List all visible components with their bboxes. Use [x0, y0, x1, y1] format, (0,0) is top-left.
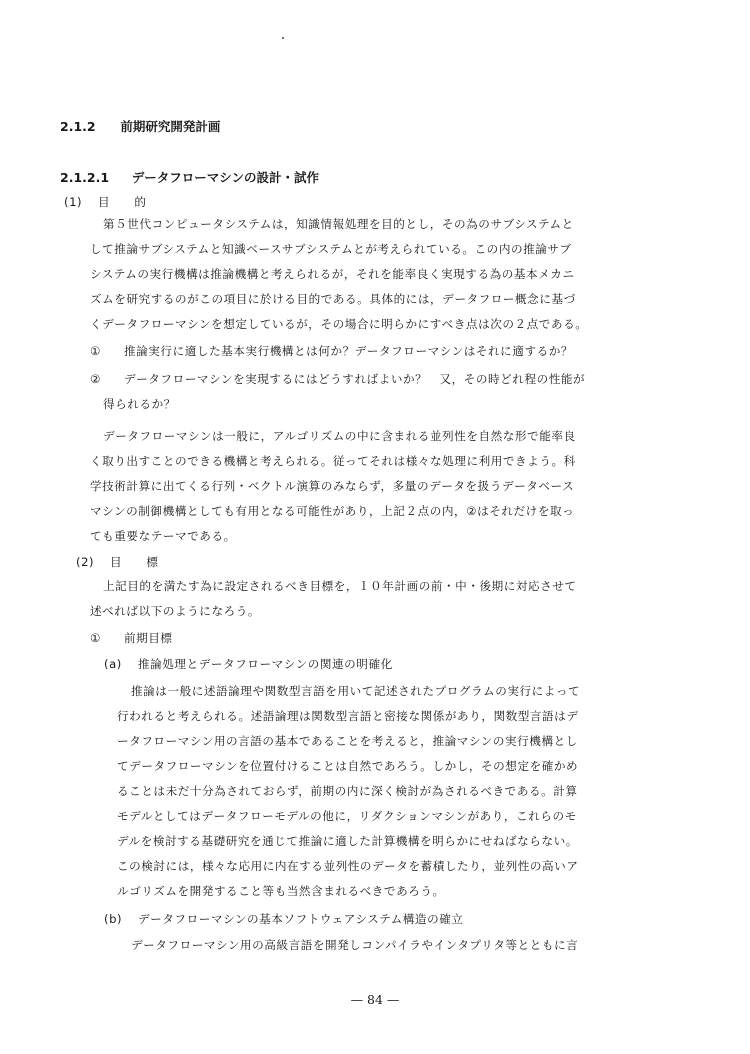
text-line: マシンの制御機構としても有用となる可能性があり，上記２点の内，②はそれだけを取っ	[90, 504, 575, 518]
subsection-title: 目 的	[98, 195, 147, 209]
text-line: 第５世代コンピュータシステムは，知識情報処理を目的とし，その為のサブシステムと	[103, 217, 574, 231]
section-number: 2.1.2	[60, 119, 96, 134]
goal-marker: ①	[90, 631, 101, 645]
text-line: く取り出すことのできる機構と考えられる。従ってそれは様々な処理に利用できよう。科	[90, 454, 576, 468]
subsection-title: 目 標	[110, 555, 159, 569]
goal-marker: (a)	[104, 657, 122, 671]
list-marker: ②	[90, 372, 101, 386]
section-number: 2.1.2.1	[60, 170, 110, 185]
text-line: ータフローマシン用の言語の基本であることを考えると，推論マシンの実行機構とし	[117, 734, 578, 748]
text-line: てデータフローマシンを位置付けることは自然であろう。しかし，その想定を確かめ	[117, 759, 579, 773]
list-item-2-continuation: 得られるか？	[103, 397, 176, 411]
subsection-heading-goals	[76, 554, 159, 570]
text-line: くデータフローマシンを想定しているが，その場合に明らかにすべき点は次の２点である。	[90, 317, 588, 331]
text-line: して推論サブシステムと知識ベースサブシステムとが考えられている。この内の推論サブ	[90, 242, 572, 256]
goal-title: データフローマシンの基本ソフトウェアシステム構造の確立	[138, 912, 464, 926]
text-line: この検討には，様々な応用に内在する並列性のデータを蓄積したり，並列性の高いア	[117, 859, 579, 873]
text-line: 推論は一般に述語論理や関数型言語を用いて記述されたプログラムの実行によって	[131, 684, 581, 698]
goal-heading-b	[104, 911, 464, 927]
list-text: 推論実行に適した基本実行機構とは何か？データフローマシンはそれに適するか？	[124, 344, 574, 358]
goal-heading-early	[90, 630, 173, 646]
page-number: — 84 —	[350, 992, 400, 1007]
goal-title: 前期目標	[124, 631, 173, 645]
text-line: 上記目的を満たす為に設定されるべき目標を，１０年計画の前・中・後期に対応させて	[103, 579, 577, 593]
text-line: モデルとしてはデータフローモデルの他に，リダクションマシンがあり，これらのモ	[117, 809, 577, 823]
list-item-1	[90, 343, 573, 359]
list-item-2	[90, 371, 585, 387]
text-line: ても重要なテーマである。	[90, 529, 236, 543]
text-line: ルゴリズムを開発すること等も当然含まれるべきであろう。	[117, 884, 445, 898]
goal-title: 推論処理とデータフローマシンの関連の明確化	[138, 657, 393, 671]
list-text: データフローマシンを実現するにはどうすればよいか？ 又，その時どれ程の性能が	[124, 372, 586, 386]
section-title: 前期研究開発計画	[120, 119, 221, 134]
text-line: ることは未だ十分為されておらず，前期の内に深く検討が為されるべきである。計算	[117, 784, 578, 798]
text-line: システムの実行機構は推論機構と考えられるが，それを能率良く実現する為の基本メカニ	[90, 267, 575, 281]
text-line: ズムを研究するのがこの項目に於ける目的である。具体的には，データフロー概念に基づ	[90, 292, 576, 306]
section-heading-2-1-2-1	[60, 168, 319, 186]
list-marker: ①	[90, 344, 101, 358]
subsection-marker: (2)	[76, 555, 95, 569]
text-line: 学技術計算に出てくる行列・ベクトル演算のみならず，多量のデータを扱うデータベース	[90, 479, 575, 493]
goal-marker: (b)	[104, 912, 123, 926]
subsection-heading-purpose	[64, 194, 147, 210]
section-title: データフローマシンの設計・試作	[131, 170, 319, 185]
text-line: 述べれば以下のようになろう。	[90, 604, 261, 618]
section-heading-2-1-2	[60, 117, 220, 135]
goal-heading-a	[104, 656, 393, 672]
text-line: データフローマシン用の高級言語を開発しコンパイラやインタプリタ等とともに言	[131, 938, 579, 952]
scan-speck	[282, 37, 284, 39]
text-line: デルを検討する基礎研究を通じて推論に適した計算機構を明らかにせねばならない。	[117, 834, 578, 848]
text-line: 行われると考えられる。述語論理は関数型言語と密接な関係があり，関数型言語はデ	[117, 709, 579, 723]
subsection-marker: (1)	[64, 195, 83, 209]
text-line: データフローマシンは一般に，アルゴリズムの中に含まれる並列性を自然な形で能率良	[103, 429, 576, 443]
